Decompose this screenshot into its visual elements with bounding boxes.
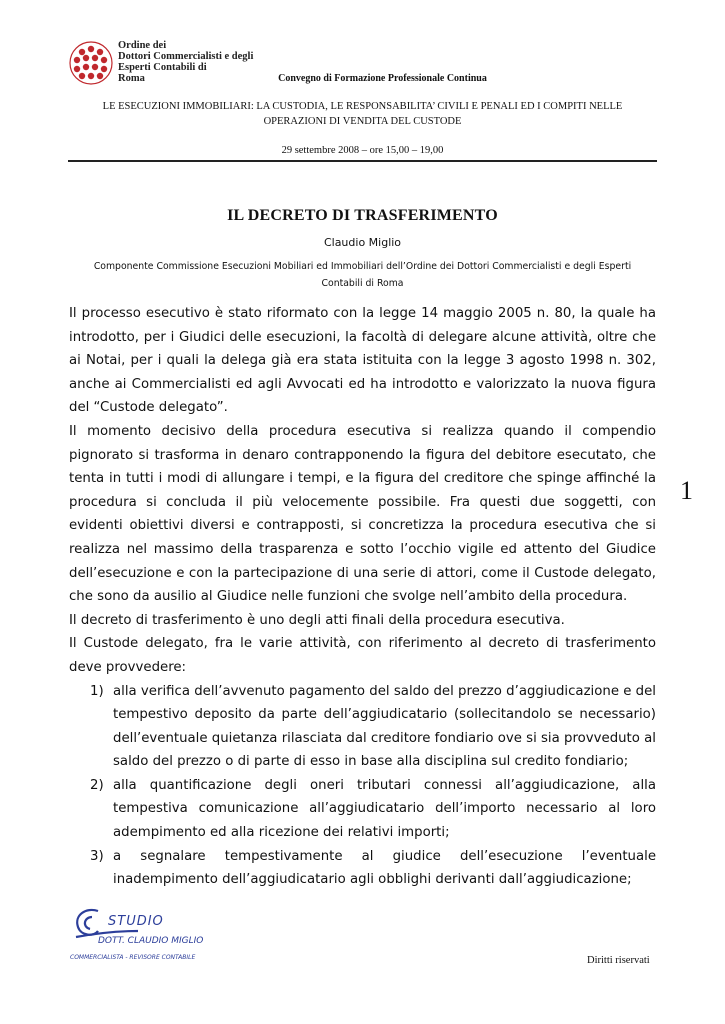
author-role: Componente Commissione Esecuzioni Mobiliari ed Immobiliari dell’Ordine dei Dottori Commercialisti e degli Esperti Contabili di Roma (93, 261, 632, 289)
org-line-3: Esperti Contabili di (118, 62, 207, 73)
list-item-text: alla quantificazione degli oneri tributari connessi all’aggiudicazione, alla tempestiva comunicazione all’aggiudicatario dell’importo necessario al loro adempimento ed alla ricezione dei relativi importi; (113, 777, 656, 841)
list-item (69, 845, 656, 892)
paragraph: Il processo esecutivo è stato riformato con la legge 14 maggio 2005 n. 80, la quale ha introdotto, per i Giudici delle esecuzioni, la facoltà di delegare alcune attività, oltre che ai Notai, per i quali la delega già era stata istituita con la legge 3 agosto 1998 n. 302, anche ai Commercialisti ed agli Avvocati ed ha introdotto e valorizzato la nuova figura del “Custode delegato”. (69, 306, 656, 416)
event-date: 29 settembre 2008 – ore 15,00 – 19,00 (281, 145, 444, 156)
page-number: 1 (680, 476, 693, 505)
body-text (69, 302, 656, 892)
studio-logo (68, 903, 238, 963)
org-line-4: Roma (118, 73, 145, 84)
org-line-2: Dottori Commercialisti e degli (118, 51, 254, 62)
studio-line-3: COMMERCIALISTA - REVISORE CONTABILE (70, 954, 196, 961)
org-line-1: Ordine dei (118, 40, 167, 51)
document-title: IL DECRETO DI TRASFERIMENTO (227, 207, 498, 224)
list-item-number: 1) (90, 683, 104, 699)
list-item (69, 774, 656, 845)
paragraph: Il momento decisivo della procedura esecutiva si realizza quando il compendio pignorato si trasforma in denaro contrapponendo la figura del debitore esecutato, che tenta in tutti i modi di allungare i tempi, e la figura del creditore che spinge affinché la procedura si concluda il più velocemente possibile. Fra questi due soggetti, con evidenti obiettivi diversi e contrapposti, si concretizza la procedura esecutiva che si realizza nel massimo della trasparenza e sotto l’occhio vigile ed attento del Giudice dell’esecuzione e con la partecipazione di una serie di attori, come il Custode delegato, che sono da ausilio al Giudice nelle funzioni che svolge nell’ambito della procedura. (69, 423, 656, 605)
duties-list (69, 680, 656, 892)
list-item-text: alla verifica dell’avvenuto pagamento del saldo del prezzo d’aggiudicazione e del tempestivo deposito da parte dell’aggiudicatario (sollecitandolo se necessario) dell’eventuale quietanza rilasciata dal creditore fondiario ove si sia provveduto al saldo del prezzo o di parte di esso in base alla disciplina sul credito fondiario; (113, 683, 656, 770)
studio-line-1: STUDIO (108, 914, 164, 929)
event-title: LE ESECUZIONI IMMOBILIARI: LA CUSTODIA, LE RESPONSABILITA’ CIVILI E PENALI ED I COMPITI NELLE OPERAZIONI DI VENDITA DEL CUSTODE (102, 101, 623, 127)
list-item-text: a segnalare tempestivamente al giudice dell’esecuzione l’eventuale inadempimento dell’aggiudicatario agli obblighi derivanti dall’aggiudicazione; (113, 848, 656, 888)
header-divider (68, 160, 657, 162)
list-item (69, 680, 656, 774)
paragraph: Il Custode delegato, fra le varie attività, con riferimento al decreto di trasferimento deve provvedere: (69, 636, 656, 675)
studio-line-2: DOTT. CLAUDIO MIGLIO (98, 936, 204, 946)
list-item-number: 2) (90, 777, 104, 793)
list-item-number: 3) (90, 848, 104, 864)
rights-notice: Diritti riservati (587, 955, 650, 966)
author-name: Claudio Miglio (323, 236, 402, 249)
paragraph: Il decreto di trasferimento è uno degli atti finali della procedura esecutiva. (69, 612, 565, 628)
convegno-heading: Convegno di Formazione Professionale Continua (278, 73, 487, 84)
